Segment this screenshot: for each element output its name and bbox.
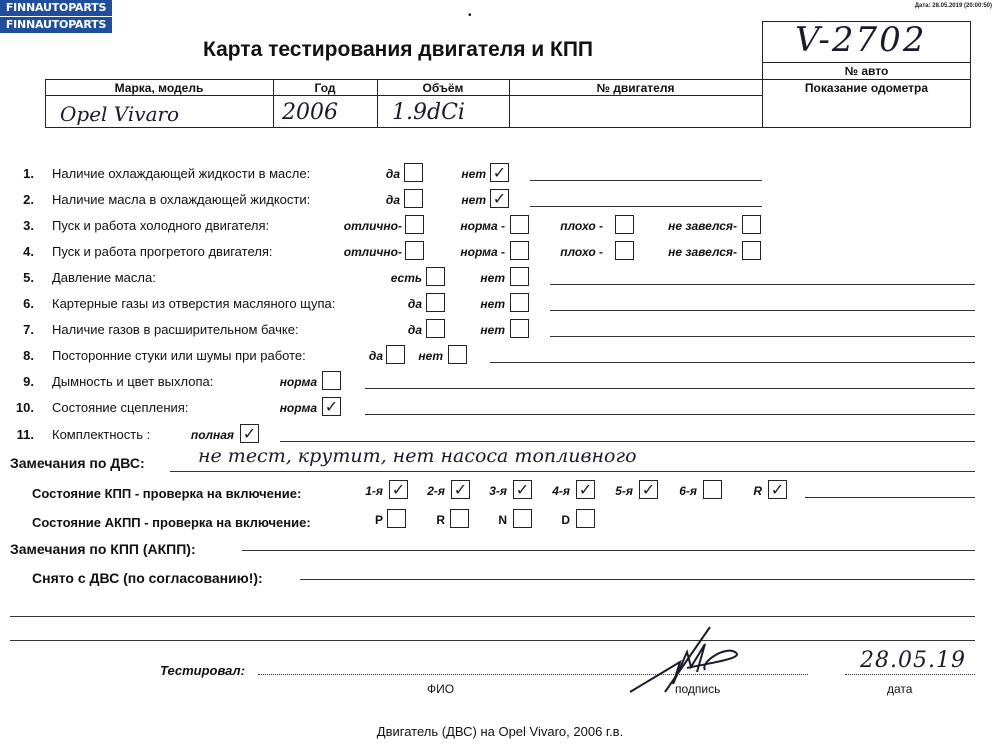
option-checkbox[interactable] <box>510 241 529 260</box>
option-label: нет <box>480 271 505 285</box>
signature-image <box>625 622 765 697</box>
checkmark-icon: ✓ <box>453 480 468 499</box>
answer-line <box>550 310 975 311</box>
mode-checkbox[interactable] <box>513 509 532 528</box>
tested-label: Тестировал: <box>160 663 245 678</box>
dot-mark: • <box>468 10 472 21</box>
header-row-divider <box>45 95 763 96</box>
col-header-year: Год <box>314 81 336 95</box>
question-number: 8. <box>23 348 34 363</box>
option-label: не завелся- <box>668 245 737 259</box>
gear-label: 4-я <box>552 484 570 498</box>
question-number: 9. <box>23 374 34 389</box>
checkmark-icon: ✓ <box>492 163 507 182</box>
option-label: не завелся- <box>668 219 737 233</box>
year-value: 2006 <box>282 100 338 125</box>
date-stamp: Дата: 28.05.2019 (20:00:50) <box>914 3 992 9</box>
engine-remarks-line <box>170 471 975 472</box>
option-label: норма - <box>460 219 505 233</box>
option-label: норма <box>279 375 317 389</box>
volume-value: 1.9dCi <box>392 100 465 125</box>
option-label: нет <box>480 323 505 337</box>
question-number: 5. <box>23 270 34 285</box>
option-checkbox[interactable] <box>742 241 761 260</box>
col-header-odometer: Показание одометра <box>804 81 929 95</box>
option-label: норма <box>279 401 317 415</box>
question-text: Наличие охлаждающей жидкости в масле: <box>52 166 311 181</box>
col-header-volume: Объём <box>422 81 464 95</box>
kpp-remarks-line <box>242 550 975 551</box>
option-checkbox[interactable] <box>742 215 761 234</box>
question-text: Наличие масла в охлаждающей жидкости: <box>52 192 311 207</box>
option-label: нет <box>461 167 486 181</box>
option-checkbox[interactable] <box>615 241 634 260</box>
answer-line <box>490 362 975 363</box>
question-number: 6. <box>23 296 34 311</box>
removed-label: Снято с ДВС (по согласованию!): <box>32 570 263 586</box>
option-label: да <box>385 167 400 181</box>
checkmark-icon: ✓ <box>324 397 339 416</box>
option-checkbox[interactable] <box>510 319 529 338</box>
option-checkbox[interactable] <box>448 345 467 364</box>
question-text: Пуск и работа прогретого двигателя: <box>52 244 273 259</box>
option-label: отлично- <box>343 219 402 233</box>
gear-checkbox[interactable] <box>639 480 658 499</box>
option-checkbox[interactable] <box>240 424 259 443</box>
gear-checkbox[interactable] <box>703 480 722 499</box>
logo-line-2: FINNAUTOPARTS <box>0 17 112 33</box>
gear-label: 3-я <box>489 484 507 498</box>
mode-checkbox[interactable] <box>450 509 469 528</box>
question-number: 7. <box>23 322 34 337</box>
option-checkbox[interactable] <box>404 163 423 182</box>
question-text: Посторонние стуки или шумы при работе: <box>52 348 306 363</box>
option-checkbox[interactable] <box>490 163 509 182</box>
col-header-engine-number: № двигателя <box>596 81 675 95</box>
gear-label: 1-я <box>365 484 383 498</box>
gear-checkbox[interactable] <box>451 480 470 499</box>
gear-label: 5-я <box>615 484 633 498</box>
question-text: Состояние сцепления: <box>52 400 189 415</box>
option-checkbox[interactable] <box>405 241 424 260</box>
option-checkbox[interactable] <box>510 267 529 286</box>
answer-line <box>550 336 975 337</box>
kpp-line <box>805 497 975 498</box>
answer-line <box>365 414 975 415</box>
auto-number-label: № авто <box>844 64 889 78</box>
engine-remarks-handwritten: не тест, крутит, нет насоса топливного <box>198 445 637 467</box>
gear-checkbox[interactable] <box>768 480 787 499</box>
model-value: Opel Vivaro <box>60 102 180 126</box>
question-number: 4. <box>23 244 34 259</box>
option-label: плохо - <box>560 245 603 259</box>
question-text: Комплектность : <box>52 427 151 442</box>
gear-checkbox[interactable] <box>389 480 408 499</box>
option-checkbox[interactable] <box>404 189 423 208</box>
question-text: Пуск и работа холодного двигателя: <box>52 218 270 233</box>
option-checkbox[interactable] <box>615 215 634 234</box>
option-label: да <box>407 297 422 311</box>
question-number: 1. <box>23 166 34 181</box>
option-checkbox[interactable] <box>322 397 341 416</box>
question-text: Дымность и цвет выхлопа: <box>52 374 214 389</box>
mode-checkbox[interactable] <box>576 509 595 528</box>
fio-label: ФИО <box>427 682 455 696</box>
answer-line <box>530 206 762 207</box>
blank-line <box>10 640 975 641</box>
mode-checkbox[interactable] <box>387 509 406 528</box>
answer-line <box>550 284 975 285</box>
option-checkbox[interactable] <box>510 215 529 234</box>
option-label: есть <box>390 271 422 285</box>
checkmark-icon: ✓ <box>578 480 593 499</box>
gear-label: 6-я <box>679 484 697 498</box>
question-text: Картерные газы из отверстия масляного щупа: <box>52 296 336 311</box>
answer-line <box>365 388 975 389</box>
date-label: дата <box>887 682 913 696</box>
gear-checkbox[interactable] <box>513 480 532 499</box>
checkmark-icon: ✓ <box>242 424 257 443</box>
signature-label: подпись <box>675 682 721 696</box>
gear-label: R <box>753 484 762 498</box>
col-header-model: Марка, модель <box>114 81 204 95</box>
removed-line <box>300 579 975 580</box>
engine-remarks-label: Замечания по ДВС: <box>10 455 145 471</box>
option-label: полная <box>190 428 234 442</box>
odometer-divider <box>762 79 971 80</box>
gear-checkbox[interactable] <box>576 480 595 499</box>
option-label: отлично- <box>343 245 402 259</box>
auto-number-handwritten: V-2702 <box>795 20 927 60</box>
date-handwritten: 28.05.19 <box>860 648 966 673</box>
option-checkbox[interactable] <box>510 293 529 312</box>
answer-line <box>280 441 975 442</box>
option-checkbox[interactable] <box>490 189 509 208</box>
checkmark-icon: ✓ <box>515 480 530 499</box>
gear-label: 2-я <box>427 484 445 498</box>
checkmark-icon: ✓ <box>492 189 507 208</box>
page-title: Карта тестирования двигателя и КПП <box>203 38 594 61</box>
akpp-label: Состояние АКПП - проверка на включение: <box>32 515 311 530</box>
mode-label: P <box>374 513 383 527</box>
option-checkbox[interactable] <box>426 267 445 286</box>
checkmark-icon: ✓ <box>391 480 406 499</box>
kpp-label: Состояние КПП - проверка на включение: <box>32 486 302 501</box>
mode-label: N <box>498 513 507 527</box>
logo-line-1: FINNAUTOPARTS <box>0 0 112 16</box>
question-text: Давление масла: <box>52 270 156 285</box>
question-number: 2. <box>23 192 34 207</box>
checkmark-icon: ✓ <box>641 480 656 499</box>
question-number: 3. <box>23 218 34 233</box>
mode-label: D <box>561 513 570 527</box>
option-checkbox[interactable] <box>426 319 445 338</box>
question-number: 11. <box>16 427 34 442</box>
kpp-remarks-label: Замечания по КПП (АКПП): <box>10 541 196 557</box>
option-label: нет <box>480 297 505 311</box>
auto-number-divider <box>762 62 971 63</box>
option-checkbox[interactable] <box>322 371 341 390</box>
option-label: плохо - <box>560 219 603 233</box>
answer-line <box>530 180 762 181</box>
option-label: да <box>368 349 383 363</box>
mode-label: R <box>436 513 445 527</box>
option-checkbox[interactable] <box>386 345 405 364</box>
question-number: 10. <box>15 400 34 415</box>
question-text: Наличие газов в расширительном бачке: <box>52 322 299 337</box>
option-label: да <box>385 193 400 207</box>
image-caption: Двигатель (ДВС) на Opel Vivaro, 2006 г.в. <box>376 724 624 739</box>
option-checkbox[interactable] <box>426 293 445 312</box>
option-checkbox[interactable] <box>405 215 424 234</box>
option-label: да <box>407 323 422 337</box>
blank-line <box>10 616 975 617</box>
checkmark-icon: ✓ <box>770 480 785 499</box>
option-label: нет <box>418 349 443 363</box>
date-line <box>845 674 975 675</box>
option-label: норма - <box>460 245 505 259</box>
option-label: нет <box>461 193 486 207</box>
